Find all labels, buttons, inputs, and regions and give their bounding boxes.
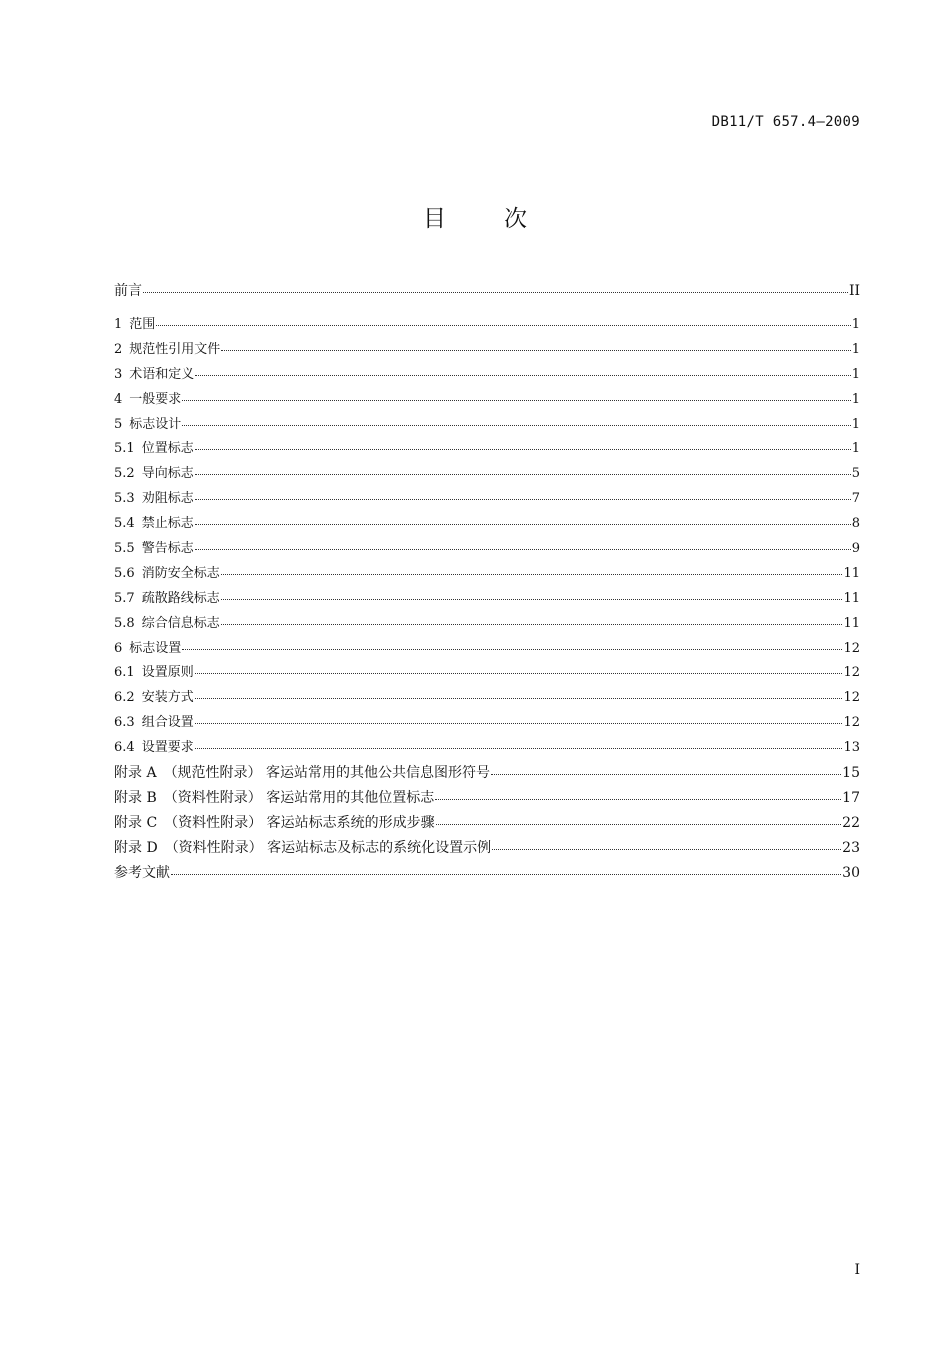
toc-entry-page: 23 <box>842 839 860 856</box>
toc-entry-page: 7 <box>851 491 860 507</box>
toc-entry-number: 6.3 <box>114 715 135 731</box>
page-title: 目次 <box>423 206 585 232</box>
toc-entry-page: 12 <box>843 690 860 706</box>
toc-entry-number: 5.2 <box>114 466 135 482</box>
toc-dot-leader <box>195 365 850 378</box>
toc-entry-page: 11 <box>843 565 860 581</box>
toc-entry[interactable] <box>114 811 860 836</box>
toc-entry-number: 5.5 <box>114 541 135 557</box>
toc-entry[interactable] <box>114 537 860 562</box>
toc-entry[interactable] <box>114 462 860 487</box>
toc-entry-label <box>114 338 220 363</box>
toc-entry-page: 1 <box>851 341 860 357</box>
toc-entry[interactable] <box>114 279 860 313</box>
toc-entry-number: 6.2 <box>114 690 135 706</box>
toc-entry-text: （资料性附录） 客运站常用的其他位置标志 <box>163 789 435 806</box>
toc-entry-number: 5.6 <box>114 565 135 581</box>
toc-entry-number: 1 <box>114 317 123 332</box>
toc-dot-leader <box>436 813 842 827</box>
toc-entry-text: 安装方式 <box>141 690 194 706</box>
toc-entry-text: （资料性附录） 客运站标志及标志的系统化设置示例 <box>164 839 492 856</box>
toc-entry-label <box>114 587 220 612</box>
toc-entry-number: 5.3 <box>114 491 135 507</box>
toc-entry[interactable] <box>114 786 860 811</box>
toc-entry-number: 5.8 <box>114 615 135 631</box>
toc-entry-page: 30 <box>842 864 860 881</box>
toc-entry-label <box>114 811 435 836</box>
toc-entry[interactable] <box>114 388 860 413</box>
toc-dot-leader <box>221 564 843 577</box>
toc-entry-text: （资料性附录） 客运站标志系统的形成步骤 <box>164 814 435 831</box>
toc-entry[interactable] <box>114 587 860 612</box>
toc-entry-text: 导向标志 <box>141 466 194 482</box>
toc-entry-text: 消防安全标志 <box>141 565 220 581</box>
toc-entry-label <box>114 786 434 811</box>
toc-dot-leader <box>195 688 843 701</box>
toc-dot-leader <box>221 589 843 602</box>
toc-entry-number: 4 <box>114 391 123 407</box>
toc-entry-label <box>114 612 220 637</box>
toc-entry[interactable] <box>114 512 860 537</box>
toc-entry-text: 综合信息标志 <box>141 615 220 631</box>
toc-entry-text: 组合设置 <box>141 715 194 731</box>
toc-entry-text: 位置标志 <box>141 441 194 457</box>
toc-entry-text: 禁止标志 <box>141 516 194 532</box>
toc-entry[interactable] <box>114 861 860 886</box>
toc-entry[interactable] <box>114 637 860 662</box>
toc-entry-text: 参考文献 <box>114 864 170 881</box>
toc-dot-leader <box>195 713 843 726</box>
toc-entry-label <box>114 537 194 562</box>
toc-entry[interactable] <box>114 487 860 512</box>
toc-entry-number: 6.1 <box>114 665 135 681</box>
toc-entry-text: 一般要求 <box>129 391 182 407</box>
toc-entry-page: 12 <box>843 665 860 681</box>
toc-entry-number: 5.7 <box>114 590 135 606</box>
toc-entry-label <box>114 736 194 761</box>
toc-entry-text: 术语和定义 <box>129 366 195 382</box>
toc-dot-leader <box>171 863 841 877</box>
toc-dot-leader <box>195 738 843 751</box>
toc-dot-leader <box>195 514 851 527</box>
toc-entry-number: 6.4 <box>114 740 135 756</box>
toc-dot-leader <box>221 614 843 627</box>
toc-entry-text: 劝阻标志 <box>141 491 194 507</box>
toc-entry[interactable] <box>114 313 860 338</box>
toc-entry-label <box>114 388 181 413</box>
toc-entry-text: 标志设置 <box>129 640 182 656</box>
toc-entry-page: 12 <box>843 640 860 656</box>
toc-entry-page: 1 <box>851 391 860 407</box>
toc-entry-number: 3 <box>114 366 123 382</box>
toc-entry-label <box>114 836 491 861</box>
toc-dot-leader <box>195 539 851 552</box>
toc-entry-number: 附录 A <box>114 765 157 782</box>
toc-dot-leader <box>143 281 848 295</box>
toc-dot-leader <box>195 464 851 477</box>
toc-entry-text: 设置原则 <box>141 665 194 681</box>
toc-entry[interactable] <box>114 437 860 462</box>
toc-entry[interactable] <box>114 562 860 587</box>
toc-dot-leader <box>182 390 850 403</box>
toc-dot-leader <box>435 788 841 802</box>
toc-entry-text: 规范性引用文件 <box>129 341 221 357</box>
toc-entry[interactable] <box>114 711 860 736</box>
toc-entry-label <box>114 761 490 786</box>
toc-entry-number: 5.4 <box>114 516 135 532</box>
toc-entry-label <box>114 363 194 388</box>
toc-entry-label <box>114 487 194 512</box>
toc-entry-page: 15 <box>842 765 860 782</box>
toc-entry-number: 5 <box>114 416 123 432</box>
toc-entry-page: 9 <box>851 541 860 557</box>
toc-entry-text: 范围 <box>129 317 156 332</box>
toc-entry-page: 1 <box>851 366 860 382</box>
toc-entry-page: 11 <box>843 590 860 606</box>
toc-entry-label <box>114 562 220 587</box>
toc-entry-page: 8 <box>851 516 860 532</box>
toc-dot-leader <box>156 315 850 328</box>
toc-entry-label <box>114 861 170 886</box>
toc-entry-text: 前言 <box>114 283 142 299</box>
toc-entry-page: 12 <box>843 715 860 731</box>
toc-entry-label <box>114 462 194 487</box>
toc-entry-page: 17 <box>842 789 860 806</box>
toc-entry[interactable] <box>114 363 860 388</box>
toc-entry-label <box>114 313 155 338</box>
toc-entry-label <box>114 711 194 736</box>
toc-dot-leader <box>182 415 850 428</box>
toc-entry-label <box>114 661 194 686</box>
toc-entry-label <box>114 437 194 462</box>
toc-entry-number: 6 <box>114 640 123 656</box>
toc-entry-page: 22 <box>842 814 860 831</box>
toc-entry-page: 13 <box>843 740 860 756</box>
toc-entry[interactable] <box>114 686 860 711</box>
toc-entry-number: 附录 C <box>114 814 158 831</box>
toc-entry-text: 设置要求 <box>141 740 194 756</box>
toc-entry-label <box>114 637 181 662</box>
toc-dot-leader <box>195 663 843 676</box>
toc-entry-number: 5.1 <box>114 441 135 457</box>
toc-entry[interactable] <box>114 661 860 686</box>
toc-entry-page: 1 <box>851 416 860 432</box>
toc-dot-leader <box>491 763 841 777</box>
toc-entry-page: II <box>848 283 860 299</box>
toc-entry-text: 疏散路线标志 <box>141 590 220 606</box>
toc-entry[interactable] <box>114 736 860 761</box>
toc-entry-text: 标志设计 <box>129 416 182 432</box>
toc-entry[interactable] <box>114 413 860 438</box>
toc-entry-label <box>114 279 142 303</box>
toc-entry-page: 5 <box>851 466 860 482</box>
toc-entry-text: （规范性附录） 客运站常用的其他公共信息图形符号 <box>163 765 491 782</box>
toc-entry-page: 1 <box>851 317 860 332</box>
toc-entry-label <box>114 512 194 537</box>
toc-entry[interactable] <box>114 612 860 637</box>
toc-dot-leader <box>492 838 841 852</box>
toc-entry[interactable] <box>114 761 860 786</box>
table-of-contents <box>114 279 860 885</box>
toc-dot-leader <box>221 340 850 353</box>
toc-entry-label <box>114 686 194 711</box>
toc-entry-page: 11 <box>843 615 860 631</box>
toc-dot-leader <box>195 489 851 502</box>
toc-dot-leader <box>182 639 842 652</box>
page-number: I <box>854 1262 860 1278</box>
toc-entry-number: 附录 D <box>114 839 158 856</box>
toc-entry-page: 1 <box>851 441 860 457</box>
toc-entry[interactable] <box>114 836 860 861</box>
toc-entry-text: 警告标志 <box>141 541 194 557</box>
toc-entry-label <box>114 413 181 438</box>
toc-entry-number: 2 <box>114 341 123 357</box>
document-code: DB11/T 657.4—2009 <box>711 114 860 130</box>
toc-entry[interactable] <box>114 338 860 363</box>
toc-entry-number: 附录 B <box>114 789 157 806</box>
toc-dot-leader <box>195 439 851 452</box>
